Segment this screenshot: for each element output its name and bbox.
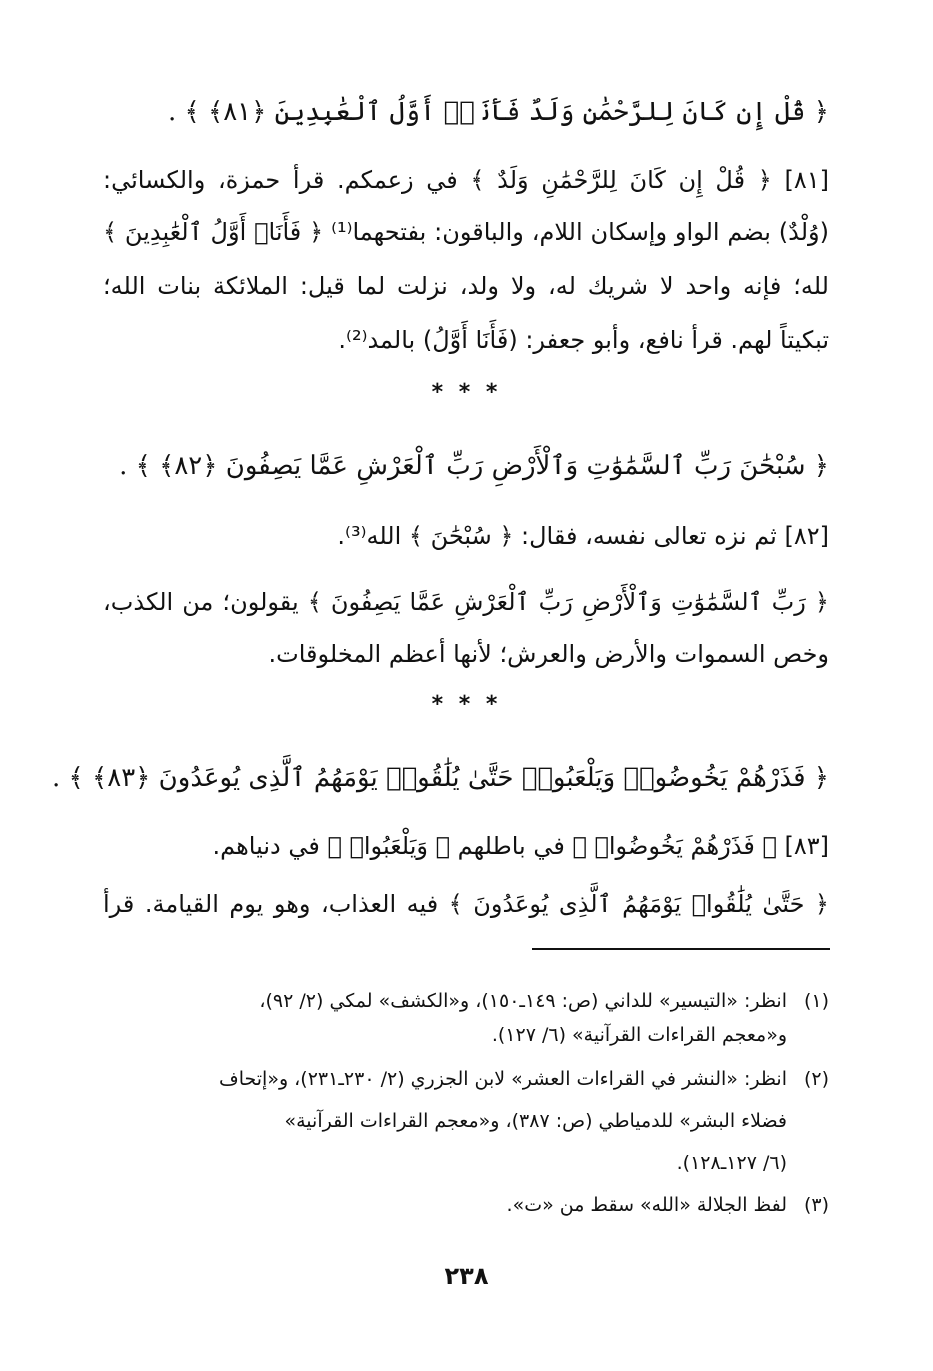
commentary-81-line-3: لله؛ فإنه واحد لا شريك له، ولا ولد، نزلت لما قيل: الملائكة بنات الله؛ — [103, 272, 829, 300]
footnote-separator — [532, 948, 830, 950]
commentary-81-line-1: [٨١] ﴿ قُلْ إِن كَانَ لِلرَّحْمَٰنِ وَلَدٌ ﴾ في زعمكم. قرأ حمزة، والكسائي: — [103, 166, 829, 194]
section-separator: * * * — [431, 380, 502, 405]
footnote-text: لفظ الجلالة «الله» سقط من «ت». — [506, 1194, 787, 1216]
footnote-number: (٣) — [803, 1194, 829, 1216]
commentary-83-line-1: [٨٣] ﴿ فَذَرْهُمْ يَخُوضُوا۟ ﴾ في باطلهم ﴿ وَيَلْعَبُوا۟ ﴾ في دنياهم. — [212, 832, 829, 860]
footnote-text: انظر: «النشر في القراءات العشر» لابن الجزري (٢/ ٢٣٠ـ٢٣١)، و«إتحاف — [219, 1068, 787, 1090]
quran-verse-83: ﴿ فَذَرْهُمْ يَخُوضُوا۟ وَيَلْعَبُوا۟ حَتَّىٰ يُلَٰقُوا۟ يَوْمَهُمُ ٱلَّذِى يُوعَدُونَ ﴿٨٣﴾ ﴾ . — [51, 763, 829, 793]
footnote-1-continuation: و«معجم القراءات القرآنية» (٦/ ١٢٧). — [491, 1024, 787, 1046]
commentary-82-line-1: [٨٢] ثم نزه تعالى نفسه، فقال: ﴿ سُبْحَٰنَ ﴾ الله⁽³⁾. — [337, 522, 829, 550]
section-separator: * * * — [431, 692, 502, 717]
footnote-3 — [103, 1188, 829, 1222]
commentary-81-line-2: (وُلْدٌ) بضم الواو وإسكان اللام، والباقون: بفتحهما⁽¹⁾ ﴿ فَأَنَا۠ أَوَّلُ ٱلْعَٰبِدِينَ ﴾ — [103, 218, 829, 246]
commentary-81-line-4: تبكيتاً لهم. قرأ نافع، وأبو جعفر: (فَأَنَا أَوَّلُ) بالمد⁽²⁾. — [338, 326, 829, 354]
footnote-number: (١) — [803, 990, 829, 1012]
page-number: ٢٣٨ — [444, 1262, 489, 1290]
footnote-2-continuation: فضلاء البشر» للدمياطي (ص: ٣٨٧)، و«معجم القراءات القرآنية» — [284, 1110, 787, 1132]
quran-verse-82: ﴿ سُبْحَٰنَ رَبِّ ٱلسَّمَٰوَٰتِ وَٱلْأَرْضِ رَبِّ ٱلْعَرْشِ عَمَّا يَصِفُونَ ﴿٨٢﴾ ﴾ . — [119, 451, 829, 481]
commentary-82-line-2: ﴿ رَبِّ ٱلسَّمَٰوَٰتِ وَٱلْأَرْضِ رَبِّ ٱلْعَرْشِ عَمَّا يَصِفُونَ ﴾ يقولون؛ من الكذب، — [103, 588, 829, 616]
footnote-number: (٢) — [803, 1068, 829, 1090]
quran-verse-81: ﴿ قُلْ إِن كَانَ لِلرَّحْمَٰنِ وَلَدٌ فَأَنَا۠ أَوَّلُ ٱلْعَٰبِدِينَ ﴿٨١﴾ ﴾ . — [167, 97, 829, 127]
footnote-2 — [103, 1062, 829, 1096]
commentary-83-line-2: ﴿ حَتَّىٰ يُلَٰقُوا۟ يَوْمَهُمُ ٱلَّذِى يُوعَدُونَ ﴾ فيه العذاب، وهو يوم القيامة. قرأ — [103, 890, 829, 918]
commentary-82-line-3: وخص السموات والأرض والعرش؛ لأنها أعظم المخلوقات. — [268, 640, 829, 668]
footnote-text: انظر: «التيسير» للداني (ص: ١٤٩ـ١٥٠)، و«الكشف» لمكي (٢/ ٩٢)، — [259, 990, 787, 1012]
footnote-2-continuation: (٦/ ١٢٧ـ١٢٨). — [676, 1152, 787, 1174]
footnote-1 — [103, 984, 829, 1018]
